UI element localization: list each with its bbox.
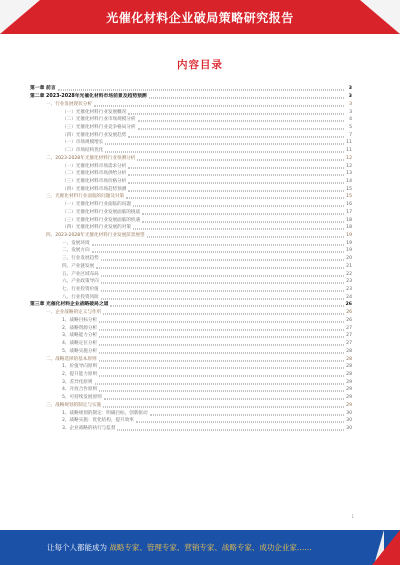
toc-entry-page: 17 (346, 209, 352, 215)
toc-entry[interactable] (30, 162, 352, 170)
report-title: 光催化材料企业破局策略研究报告 (106, 11, 294, 25)
toc-entry-page: 12 (346, 155, 352, 161)
toc-title: 内容目录 (177, 59, 223, 71)
footer-slogan-highlight: 战略专家、管理专家、营销专家、战略专家、成功企业家…… (109, 543, 312, 552)
toc-leader-dots (128, 167, 344, 168)
toc-leader-dots (126, 198, 344, 199)
toc-entry-text: 二、2023-2028年光催化材料行业预测分析 (46, 155, 136, 161)
toc-entry-text: 七、行业投资价值 (62, 287, 99, 293)
toc-entry-page: 26 (346, 310, 352, 316)
toc-leader-dots (92, 244, 344, 245)
toc-entry-page: 19 (346, 240, 352, 246)
toc-entry[interactable] (30, 193, 352, 201)
toc-leader-dots (142, 221, 344, 222)
toc-entry-text: 3、战略能力分析 (62, 333, 98, 339)
toc-entry[interactable] (30, 209, 352, 217)
toc-leader-dots (92, 252, 344, 253)
toc-entry-page: 18 (346, 217, 352, 223)
toc-leader-dots (137, 159, 344, 160)
toc-entry-page: 3 (349, 101, 352, 107)
toc-entry[interactable] (30, 131, 352, 139)
toc-entry-text: 2、战略实施：优化结构，提升效率 (62, 418, 134, 424)
toc-leader-dots (99, 345, 344, 346)
toc-entry[interactable] (30, 363, 352, 371)
toc-entry-text: 1、价值导向原则 (62, 364, 98, 370)
toc-entry[interactable] (30, 185, 352, 193)
toc-entry[interactable] (30, 216, 352, 224)
toc-leader-dots (150, 414, 344, 415)
toc-entry[interactable] (30, 371, 352, 379)
toc-entry-page: 27 (346, 333, 352, 339)
toc-leader-dots (104, 399, 344, 400)
toc-entry-text: 八、行业投资风险 (62, 294, 99, 300)
toc-entry-text: （四）光催化材料行业发展的对策 (62, 225, 131, 231)
toc-leader-dots (58, 90, 344, 91)
toc-entry-page: 26 (346, 317, 352, 323)
toc-entry-text: 3、差异化原则 (62, 379, 93, 385)
toc-entry-text: 第一章 前言 (30, 86, 56, 92)
toc-leader-dots (101, 298, 344, 299)
toc-entry[interactable] (30, 93, 352, 101)
table-of-contents (30, 85, 352, 432)
report-header (0, 0, 400, 34)
toc-leader-dots (142, 213, 344, 214)
toc-leader-dots (99, 375, 344, 376)
toc-entry-text: 一、发展环境 (62, 240, 90, 246)
toc-entry-page: 18 (346, 225, 352, 231)
toc-leader-dots (128, 175, 344, 176)
toc-entry-text: （三）光催化材料市场价格分析 (62, 178, 127, 184)
toc-entry-text: 三、光催化材料行业面临的问题及对策 (46, 194, 125, 200)
toc-entry-page: 13 (346, 171, 352, 177)
toc-entry-text: （三）光催化材料行业发展面临的机遇 (62, 217, 141, 223)
toc-entry-page: 30 (346, 410, 352, 416)
toc-entry-text: （一）光催化材料行业发展概况 (62, 109, 127, 115)
toc-leader-dots (96, 267, 344, 268)
toc-entry[interactable] (30, 255, 352, 263)
toc-leader-dots (99, 337, 344, 338)
footer-slogan-prefix: 让每个人都能成为 (47, 543, 107, 552)
toc-entry[interactable] (30, 425, 352, 433)
toc-leader-dots (99, 352, 344, 353)
toc-leader-dots (128, 182, 344, 183)
toc-entry-text: 1、战略规划的制定：明确目标，创新驱动 (62, 410, 148, 416)
toc-leader-dots (117, 429, 344, 430)
toc-leader-dots (101, 275, 344, 276)
toc-entry[interactable] (30, 347, 352, 355)
toc-leader-dots (105, 152, 344, 153)
toc-entry-page: 28 (346, 371, 352, 377)
toc-entry-text: 4、开放合作原则 (62, 387, 98, 393)
toc-entry-text: 四、2023-2028年光催化材料行业发展前景展望 (46, 233, 145, 239)
toc-leader-dots (147, 237, 344, 238)
toc-entry-text: 一、行业发展现状分析 (46, 101, 92, 107)
toc-entry-page: 21 (346, 263, 352, 269)
toc-leader-dots (110, 306, 343, 307)
toc-entry[interactable] (30, 286, 352, 294)
toc-entry[interactable] (30, 324, 352, 332)
toc-entry-text: 第二章 2023-2028年光催化材料市场前景及趋势预测 (30, 94, 147, 100)
toc-entry-page: 4 (349, 117, 352, 123)
page-number: 1 (351, 514, 354, 519)
toc-leader-dots (133, 229, 344, 230)
toc-leader-dots (101, 291, 344, 292)
toc-entry-page: 28 (346, 356, 352, 362)
toc-entry[interactable] (30, 139, 352, 147)
footer-stripe-red (372, 530, 400, 565)
toc-entry[interactable] (30, 317, 352, 325)
toc-entry[interactable] (30, 239, 352, 247)
toc-leader-dots (128, 190, 344, 191)
toc-leader-dots (103, 314, 344, 315)
toc-leader-dots (101, 283, 344, 284)
toc-entry[interactable] (30, 108, 352, 116)
toc-entry-text: （二）市场结构优化 (62, 148, 104, 154)
toc-entry-text: 二、发展方向 (62, 248, 90, 254)
toc-leader-dots (105, 144, 344, 145)
toc-leader-dots (99, 368, 344, 369)
toc-entry[interactable] (30, 116, 352, 124)
toc-entry[interactable] (30, 154, 352, 162)
toc-entry-page: 5 (349, 124, 352, 130)
toc-entry-page: 23 (346, 287, 352, 293)
toc-entry[interactable] (30, 409, 352, 417)
toc-entry-page: 28 (346, 348, 352, 354)
footer-slogan (47, 542, 312, 553)
toc-entry[interactable] (30, 340, 352, 348)
toc-entry[interactable] (30, 278, 352, 286)
toc-entry-text: 第三章 光催化材料企业战略破局之道 (30, 302, 109, 308)
toc-entry-text: 2、提升能力原则 (62, 371, 98, 377)
toc-entry-page: 11 (346, 140, 352, 146)
toc-entry[interactable] (30, 201, 352, 209)
toc-leader-dots (94, 105, 344, 106)
toc-entry-text: 4、战略定位分析 (62, 341, 98, 347)
toc-leader-dots (128, 113, 344, 114)
toc-leader-dots (138, 121, 344, 122)
toc-entry-page: 28 (346, 364, 352, 370)
toc-entry-page: 15 (346, 194, 352, 200)
toc-leader-dots (128, 136, 344, 137)
toc-entry-page: 12 (346, 163, 352, 169)
toc-entry-page: 15 (346, 186, 352, 192)
toc-entry-text: 四、产业链发展 (62, 263, 95, 269)
toc-entry[interactable] (30, 100, 352, 108)
toc-entry-page: 29 (346, 402, 352, 408)
toc-leader-dots (99, 360, 344, 361)
toc-leader-dots (99, 329, 344, 330)
toc-leader-dots (136, 422, 344, 423)
toc-entry-page: 22 (346, 271, 352, 277)
toc-entry[interactable] (30, 386, 352, 394)
toc-entry[interactable] (30, 378, 352, 386)
toc-entry-text: （二）光催化材料行业市场规模分析 (62, 117, 136, 123)
toc-entry-page: 20 (346, 256, 352, 262)
toc-entry[interactable] (30, 224, 352, 232)
toc-entry-page: 23 (346, 279, 352, 285)
toc-entry[interactable] (30, 85, 352, 93)
toc-leader-dots (101, 260, 344, 261)
toc-leader-dots (149, 98, 344, 99)
toc-entry-page: 16 (346, 202, 352, 208)
toc-entry-text: 5、可持续发展原则 (62, 395, 102, 401)
toc-entry-text: 一、企业战略的定义与作用 (46, 310, 102, 316)
toc-entry[interactable] (30, 263, 352, 271)
toc-entry[interactable] (30, 332, 352, 340)
toc-entry[interactable] (30, 417, 352, 425)
toc-entry-page: 29 (346, 379, 352, 385)
toc-entry-text: （一）光催化材料行业面临的问题 (62, 202, 131, 208)
toc-entry-page: 26 (345, 302, 352, 308)
toc-entry-page: 24 (346, 294, 352, 300)
toc-entry[interactable] (30, 247, 352, 255)
toc-entry-text: （三）光催化材料行业竞争格局分析 (62, 124, 136, 130)
toc-entry-text: （二）光催化材料行业发展面临的挑战 (62, 209, 141, 215)
toc-entry-page: 3 (348, 86, 352, 92)
toc-entry-text: 二、战略选择的基本原则 (46, 356, 97, 362)
toc-entry-page: 29 (346, 387, 352, 393)
toc-entry[interactable] (30, 232, 352, 240)
toc-entry-page: 27 (346, 341, 352, 347)
toc-entry[interactable] (30, 270, 352, 278)
toc-entry-page: 19 (346, 248, 352, 254)
toc-entry[interactable] (30, 309, 352, 317)
toc-entry[interactable] (30, 124, 352, 132)
toc-entry-page: 3 (348, 94, 352, 100)
toc-entry[interactable] (30, 178, 352, 186)
toc-leader-dots (133, 206, 344, 207)
toc-entry-text: 六、产业政策导向 (62, 279, 99, 285)
toc-entry[interactable] (30, 147, 352, 155)
toc-entry[interactable] (30, 301, 352, 309)
toc-entry-text: （二）光催化材料市场供给分析 (62, 171, 127, 177)
toc-leader-dots (138, 128, 344, 129)
toc-leader-dots (99, 391, 344, 392)
toc-entry[interactable] (30, 293, 352, 301)
toc-entry-text: 3、企业战略的执行与监督 (62, 425, 116, 431)
toc-entry-page: 30 (346, 418, 352, 424)
toc-entry-page: 30 (346, 425, 352, 431)
toc-entry[interactable] (30, 170, 352, 178)
toc-entry[interactable] (30, 355, 352, 363)
toc-entry-page: 3 (349, 109, 352, 115)
toc-entry-text: 三、战略规划的制定与实施 (46, 402, 102, 408)
toc-entry-text: 5、战略实施分析 (62, 348, 98, 354)
footer-banner (0, 530, 400, 565)
toc-entry-page: 14 (346, 178, 352, 184)
toc-entry-text: 五、产业区域布局 (62, 271, 99, 277)
toc-entry-page: 7 (349, 132, 352, 138)
toc-entry-text: （一）光催化材料市场需求分析 (62, 163, 127, 169)
toc-entry[interactable] (30, 394, 352, 402)
toc-leader-dots (95, 383, 345, 384)
toc-entry-page: 27 (346, 325, 352, 331)
toc-entry-text: 三、行业发展趋势 (62, 256, 99, 262)
toc-entry-text: （一）市场规模增长 (62, 140, 104, 146)
toc-entry-page: 11 (346, 148, 352, 154)
toc-entry-text: 2、战略资源分析 (62, 325, 98, 331)
toc-leader-dots (103, 406, 344, 407)
toc-entry-text: （四）光催化材料市场趋势预测 (62, 186, 127, 192)
toc-entry[interactable] (30, 401, 352, 409)
toc-entry-page: 19 (346, 233, 352, 239)
toc-entry-text: （四）光催化材料行业发展趋势 (62, 132, 127, 138)
toc-entry-page: 29 (346, 395, 352, 401)
toc-leader-dots (99, 321, 344, 322)
toc-entry-text: 1、战略目标分析 (62, 317, 98, 323)
